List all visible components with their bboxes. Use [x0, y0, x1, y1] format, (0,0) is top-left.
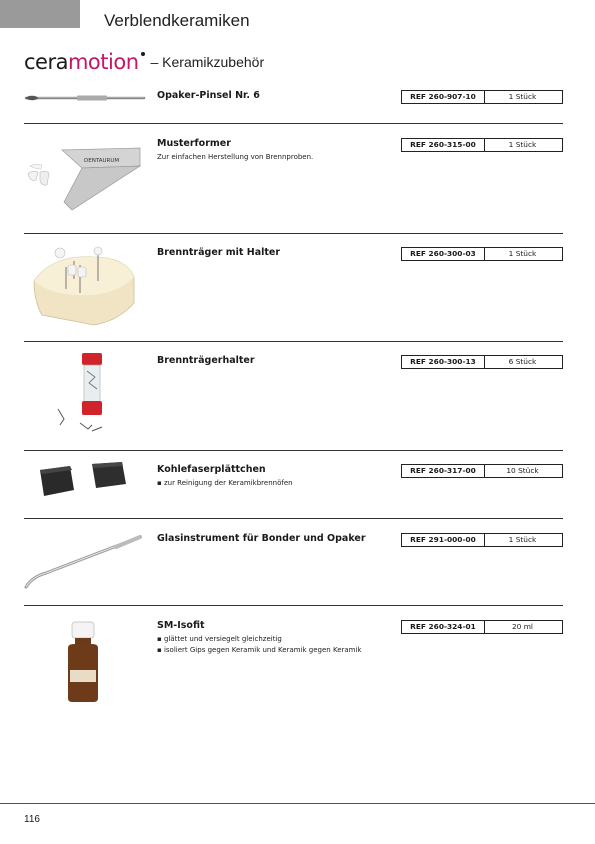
- brand-subtitle: – Keramikzubehör: [150, 54, 265, 70]
- shade-former-icon: [22, 140, 147, 215]
- product-description: [157, 152, 313, 163]
- product-name: Opaker-Pinsel Nr. 6: [157, 90, 260, 101]
- glass-instrument-icon: [22, 533, 147, 591]
- logo-text-b: motion: [67, 50, 139, 74]
- divider: [24, 605, 563, 606]
- product-qty: 1 Stück: [483, 90, 563, 104]
- desc-line: Zur einfachen Herstellung von Brennproben.: [157, 153, 314, 161]
- product-ref: REF 260-300-13: [401, 355, 485, 369]
- product-name: Musterformer: [157, 138, 231, 149]
- page-title: Verblendkeramiken: [104, 11, 250, 30]
- product-ref: REF 260-315-00: [401, 138, 485, 152]
- product-qty: 20 ml: [483, 620, 563, 634]
- product-qty: 10 Stück: [483, 464, 563, 478]
- product-description: [157, 478, 293, 489]
- product-qty: 1 Stück: [483, 138, 563, 152]
- brush-icon: [22, 92, 147, 104]
- divider: [24, 123, 563, 124]
- product-name: SM-Isofit: [157, 620, 205, 631]
- product-name: Brennträgerhalter: [157, 355, 255, 366]
- product-qty: 6 Stück: [483, 355, 563, 369]
- desc-line: ▪ zur Reinigung der Keramikbrennöfen: [157, 479, 293, 487]
- product-name: Kohlefaserplättchen: [157, 464, 266, 475]
- tray-holder-icon: [22, 351, 147, 437]
- page-number: 116: [24, 814, 40, 825]
- former-brand-text: DENTAURUM: [84, 158, 120, 164]
- product-ref: REF 260-300-03: [401, 247, 485, 261]
- bottle-icon: [22, 620, 147, 704]
- footer-divider: [0, 803, 595, 804]
- corner-tab: [0, 0, 80, 28]
- product-ref: REF 291-000-00: [401, 533, 485, 547]
- product-qty: 1 Stück: [483, 533, 563, 547]
- product-name: Glasinstrument für Bonder und Opaker: [157, 533, 366, 544]
- divider: [24, 518, 563, 519]
- firing-tray-icon: [22, 241, 147, 331]
- product-ref: REF 260-907-10: [401, 90, 485, 104]
- product-description: [157, 634, 362, 656]
- desc-line: ▪ glättet und versiegelt gleichzeitig: [157, 635, 282, 643]
- desc-line: ▪ isoliert Gips gegen Keramik und Keramik gegen Keramik: [157, 646, 362, 654]
- divider: [24, 233, 563, 234]
- divider: [24, 450, 563, 451]
- product-qty: 1 Stück: [483, 247, 563, 261]
- logo-dot: [141, 52, 145, 56]
- logo-text-a: cera: [24, 50, 68, 74]
- product-ref: REF 260-324-01: [401, 620, 485, 634]
- carbon-pad-icon: [22, 458, 147, 502]
- divider: [24, 341, 563, 342]
- product-ref: REF 260-317-00: [401, 464, 485, 478]
- product-name: Brennträger mit Halter: [157, 247, 281, 258]
- brand-header: [24, 48, 264, 76]
- ceramotion-logo: [24, 50, 139, 74]
